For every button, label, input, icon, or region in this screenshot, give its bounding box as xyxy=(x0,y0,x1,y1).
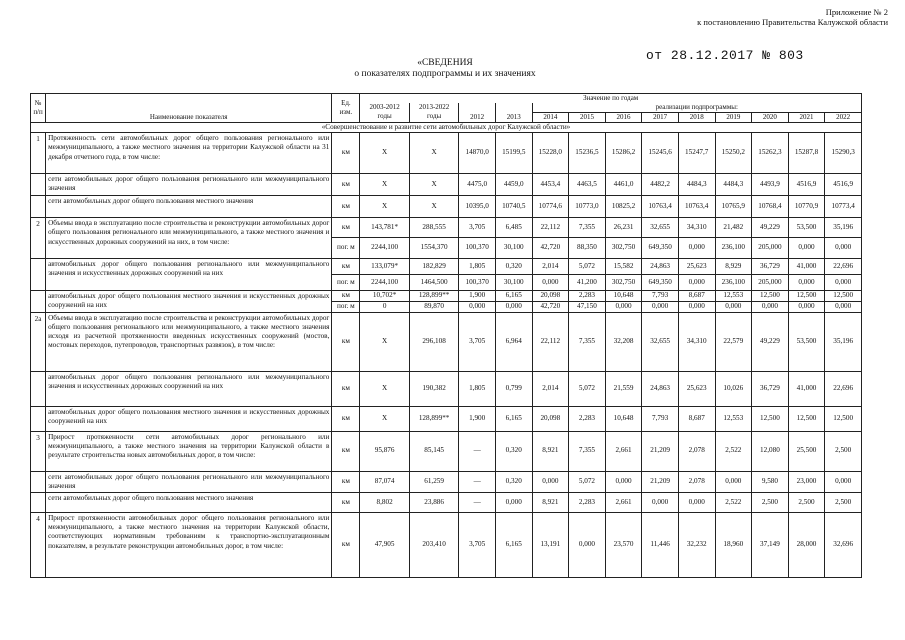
value-cell: 8,687 xyxy=(678,291,715,302)
value-cell: 36,729 xyxy=(752,259,789,275)
value-cell: — xyxy=(459,431,496,471)
table-row xyxy=(31,512,862,577)
value-cell: 0,000 xyxy=(459,301,496,312)
value-cell: 0,000 xyxy=(642,492,679,512)
value-cell: 302,750 xyxy=(605,238,642,259)
value-cell: 2,500 xyxy=(825,492,862,512)
value-cell: 0,000 xyxy=(715,471,752,492)
value-cell: 36,729 xyxy=(752,371,789,406)
value-cell: 6,964 xyxy=(495,312,532,371)
row-number xyxy=(31,371,46,406)
value-cell: 41,000 xyxy=(788,371,825,406)
value-cell: 0,000 xyxy=(825,301,862,312)
table-row xyxy=(31,259,862,275)
value-cell: 12,500 xyxy=(825,291,862,302)
value-cell: 6,165 xyxy=(495,406,532,431)
value-cell: 1,900 xyxy=(459,406,496,431)
value-cell: 236,100 xyxy=(715,238,752,259)
value-cell: 7,793 xyxy=(642,406,679,431)
header-year-2012: 2012 xyxy=(459,103,496,122)
row-number xyxy=(31,291,46,312)
indicator-name: Прирост протяженности автомобильных дорог общего пользования регионального или межмуниципального, а также местного значения на территории Калужской области, соответствующих нормативным требованиям к транспортно-эксплуатационным показателям, в результате реконструкции автомобильных дорог, в том числе: xyxy=(46,512,332,577)
value-cell: 41,200 xyxy=(569,275,606,291)
value-cell: 25,500 xyxy=(788,431,825,471)
value-cell: 12,500 xyxy=(788,291,825,302)
row-number xyxy=(31,471,46,492)
value-cell: 5,072 xyxy=(569,471,606,492)
value-cell: 0,000 xyxy=(605,301,642,312)
value-cell: X xyxy=(360,196,410,218)
value-cell: 0,000 xyxy=(788,301,825,312)
value-cell: 22,112 xyxy=(532,218,569,238)
value-cell: 4463,5 xyxy=(569,174,606,196)
table-row xyxy=(31,291,862,302)
value-cell: 20,098 xyxy=(532,291,569,302)
value-cell: 30,100 xyxy=(495,238,532,259)
header-year-2019: 2019 xyxy=(715,112,752,122)
value-cell: 0,000 xyxy=(569,512,606,577)
value-cell: X xyxy=(360,371,410,406)
unit-cell: км xyxy=(332,471,360,492)
unit-cell: пог. м xyxy=(332,301,360,312)
value-cell: 15,582 xyxy=(605,259,642,275)
value-cell: 35,196 xyxy=(825,218,862,238)
indicator-name: автомобильных дорог общего пользования регионального или межмуниципального значения и искусственных дорожных сооружений на них xyxy=(46,259,332,291)
value-cell: 236,100 xyxy=(715,275,752,291)
value-cell: 0,000 xyxy=(715,301,752,312)
value-cell: 12,553 xyxy=(715,406,752,431)
unit-cell: км xyxy=(332,312,360,371)
value-cell: 12,500 xyxy=(752,406,789,431)
value-cell: 100,370 xyxy=(459,275,496,291)
value-cell: 47,150 xyxy=(569,301,606,312)
indicator-name: автомобильных дорог общего пользования местного значения и искусственных дорожных сооружений на них xyxy=(46,406,332,431)
appendix-block xyxy=(697,7,888,27)
unit-cell: км xyxy=(332,218,360,238)
row-number xyxy=(31,406,46,431)
value-cell: 89,870 xyxy=(409,301,459,312)
value-cell: 5,072 xyxy=(569,371,606,406)
value-cell: 49,229 xyxy=(752,218,789,238)
order-date-number: от 28.12.2017 № 803 xyxy=(646,48,804,63)
value-cell: 21,209 xyxy=(642,431,679,471)
header-impl: реализации подпрограммы: xyxy=(532,103,861,112)
unit-cell: пог. м xyxy=(332,238,360,259)
header-year-2021: 2021 xyxy=(788,112,825,122)
value-cell: 32,655 xyxy=(642,218,679,238)
value-cell: 8,921 xyxy=(532,492,569,512)
value-cell: 10825,2 xyxy=(605,196,642,218)
value-cell: 12,080 xyxy=(752,431,789,471)
value-cell: 2,078 xyxy=(678,471,715,492)
value-cell: 2,500 xyxy=(752,492,789,512)
value-cell: 88,350 xyxy=(569,238,606,259)
value-cell: 24,863 xyxy=(642,259,679,275)
header-period-1: 2003-2012 годы xyxy=(360,103,410,122)
value-cell: 5,072 xyxy=(569,259,606,275)
value-cell: 4453,4 xyxy=(532,174,569,196)
row-number xyxy=(31,196,46,218)
row-number: 4 xyxy=(31,512,46,577)
unit-cell: км xyxy=(332,291,360,302)
table-row xyxy=(31,218,862,238)
value-cell: 8,802 xyxy=(360,492,410,512)
value-cell: 10765,9 xyxy=(715,196,752,218)
value-cell: 4475,0 xyxy=(459,174,496,196)
value-cell: 15250,2 xyxy=(715,133,752,174)
unit-cell: км xyxy=(332,406,360,431)
value-cell: 53,500 xyxy=(788,218,825,238)
value-cell: 25,623 xyxy=(678,259,715,275)
value-cell: 20,098 xyxy=(532,406,569,431)
value-cell: 10768,4 xyxy=(752,196,789,218)
value-cell: X xyxy=(360,312,410,371)
value-cell: 15287,8 xyxy=(788,133,825,174)
value-cell: 61,259 xyxy=(409,471,459,492)
value-cell: 2,078 xyxy=(678,431,715,471)
indicator-name: автомобильных дорог общего пользования регионального или межмуниципального значения и искусственных дорожных сооружений на них xyxy=(46,371,332,406)
table-row xyxy=(31,174,862,196)
row-number: 2а xyxy=(31,312,46,371)
value-cell: X xyxy=(360,406,410,431)
value-cell: 13,191 xyxy=(532,512,569,577)
value-cell: 6,485 xyxy=(495,218,532,238)
value-cell: — xyxy=(459,471,496,492)
value-cell: 0,000 xyxy=(678,275,715,291)
value-cell: 0,000 xyxy=(495,492,532,512)
unit-cell: пог. м xyxy=(332,275,360,291)
value-cell: 1,805 xyxy=(459,371,496,406)
value-cell: 4493,9 xyxy=(752,174,789,196)
value-cell: 95,876 xyxy=(360,431,410,471)
value-cell: — xyxy=(459,492,496,512)
value-cell: 18,960 xyxy=(715,512,752,577)
value-cell: 21,209 xyxy=(642,471,679,492)
value-cell: 1554,370 xyxy=(409,238,459,259)
value-cell: 15236,5 xyxy=(569,133,606,174)
value-cell: 37,149 xyxy=(752,512,789,577)
value-cell: 0,000 xyxy=(532,471,569,492)
header-year-2016: 2016 xyxy=(605,112,642,122)
indicator-name: сети автомобильных дорог общего пользования регионального или межмуниципального значения xyxy=(46,174,332,196)
value-cell: 288,555 xyxy=(409,218,459,238)
unit-cell: км xyxy=(332,196,360,218)
value-cell: 6,165 xyxy=(495,512,532,577)
value-cell: 4484,3 xyxy=(715,174,752,196)
unit-cell: км xyxy=(332,259,360,275)
indicator-name: сети автомобильных дорог общего пользования местного значения xyxy=(46,196,332,218)
value-cell: 4459,0 xyxy=(495,174,532,196)
value-cell: 49,229 xyxy=(752,312,789,371)
value-cell: 2,500 xyxy=(825,431,862,471)
value-cell: 15199,5 xyxy=(495,133,532,174)
value-cell: 2,522 xyxy=(715,492,752,512)
value-cell: 21,482 xyxy=(715,218,752,238)
unit-cell: км xyxy=(332,371,360,406)
value-cell: 2,661 xyxy=(605,492,642,512)
value-cell: 205,000 xyxy=(752,238,789,259)
value-cell: 302,750 xyxy=(605,275,642,291)
value-cell: 10774,6 xyxy=(532,196,569,218)
value-cell: 23,886 xyxy=(409,492,459,512)
header-year-2018: 2018 xyxy=(678,112,715,122)
value-cell: 205,000 xyxy=(752,275,789,291)
value-cell: 128,899** xyxy=(409,291,459,302)
value-cell: 32,655 xyxy=(642,312,679,371)
value-cell: 32,696 xyxy=(825,512,862,577)
value-cell: 7,355 xyxy=(569,218,606,238)
value-cell: 0,000 xyxy=(788,238,825,259)
value-cell: 47,905 xyxy=(360,512,410,577)
value-cell: 0,320 xyxy=(495,471,532,492)
value-cell: 0,000 xyxy=(825,275,862,291)
value-cell: 15245,6 xyxy=(642,133,679,174)
value-cell: 2,661 xyxy=(605,431,642,471)
value-cell: 0,000 xyxy=(678,301,715,312)
value-cell: 12,500 xyxy=(788,406,825,431)
indicator-name: сети автомобильных дорог общего пользования местного значения xyxy=(46,492,332,512)
value-cell: 7,793 xyxy=(642,291,679,302)
value-cell: 7,355 xyxy=(569,431,606,471)
value-cell: 4461,0 xyxy=(605,174,642,196)
value-cell: 0,000 xyxy=(605,471,642,492)
value-cell: 26,231 xyxy=(605,218,642,238)
value-cell: 10395,0 xyxy=(459,196,496,218)
unit-cell: км xyxy=(332,492,360,512)
value-cell: 12,553 xyxy=(715,291,752,302)
row-number: 2 xyxy=(31,218,46,259)
value-cell: 10740,5 xyxy=(495,196,532,218)
value-cell: 0 xyxy=(360,301,410,312)
header-period-2: 2013-2022 годы xyxy=(409,103,459,122)
value-cell: 296,108 xyxy=(409,312,459,371)
table-row xyxy=(31,371,862,406)
value-cell: 12,500 xyxy=(825,406,862,431)
value-cell: 4516,9 xyxy=(788,174,825,196)
value-cell: 10,648 xyxy=(605,291,642,302)
value-cell: 23,000 xyxy=(788,471,825,492)
value-cell: 11,446 xyxy=(642,512,679,577)
unit-cell: км xyxy=(332,133,360,174)
value-cell: 10763,4 xyxy=(678,196,715,218)
value-cell: 22,696 xyxy=(825,259,862,275)
title-line-2: о показателях подпрограммы и их значениях xyxy=(354,68,536,79)
value-cell: 0,000 xyxy=(825,471,862,492)
value-cell: 30,100 xyxy=(495,275,532,291)
indicator-name: Протяженность сети автомобильных дорог общего пользования регионального или межмуниципального, а также местного значения на территории Калужской области на 31 декабря отчетного года, в том числе: xyxy=(46,133,332,174)
value-cell: X xyxy=(409,196,459,218)
table-body xyxy=(31,94,862,578)
value-cell: 2,283 xyxy=(569,406,606,431)
value-cell: 649,350 xyxy=(642,238,679,259)
row-number: 1 xyxy=(31,133,46,174)
indicator-name: Объемы ввода в эксплуатацию после строительства и реконструкции автомобильных дорог общего пользования регионального или межмуниципального, а также местного значения исходя из расчетной протяженности введенных искусственных сооружений (мостов, мостовых переходов, путепроводов, транспортных развязок), в том числе: xyxy=(46,312,332,371)
value-cell: 2,014 xyxy=(532,371,569,406)
value-cell: 1464,500 xyxy=(409,275,459,291)
value-cell: 7,355 xyxy=(569,312,606,371)
value-cell: 34,310 xyxy=(678,218,715,238)
value-cell: 4482,2 xyxy=(642,174,679,196)
value-cell: 0,000 xyxy=(825,238,862,259)
value-cell: 0,000 xyxy=(678,238,715,259)
value-cell: 32,232 xyxy=(678,512,715,577)
value-cell: 41,000 xyxy=(788,259,825,275)
value-cell: 3,705 xyxy=(459,512,496,577)
header-values-group: Значение по годам xyxy=(360,94,862,103)
value-cell: 190,382 xyxy=(409,371,459,406)
unit-cell: км xyxy=(332,174,360,196)
table-row xyxy=(31,196,862,218)
value-cell: 10763,4 xyxy=(642,196,679,218)
value-cell: 182,829 xyxy=(409,259,459,275)
value-cell: 8,687 xyxy=(678,406,715,431)
value-cell: 87,074 xyxy=(360,471,410,492)
value-cell: 2,500 xyxy=(788,492,825,512)
value-cell: 0,000 xyxy=(678,492,715,512)
value-cell: 23,570 xyxy=(605,512,642,577)
value-cell: 128,899** xyxy=(409,406,459,431)
value-cell: 10,648 xyxy=(605,406,642,431)
value-cell: 2,014 xyxy=(532,259,569,275)
header-name: Наименование показателя xyxy=(46,94,332,123)
value-cell: 25,623 xyxy=(678,371,715,406)
header-year-2013: 2013 xyxy=(495,103,532,122)
value-cell: X xyxy=(409,174,459,196)
title-line-1: «СВЕДЕНИЯ xyxy=(417,58,473,68)
header-year-2014: 2014 xyxy=(532,112,569,122)
value-cell: X xyxy=(360,174,410,196)
value-cell: X xyxy=(360,133,410,174)
value-cell: 15228,0 xyxy=(532,133,569,174)
value-cell: 203,410 xyxy=(409,512,459,577)
value-cell: 0,320 xyxy=(495,431,532,471)
value-cell: 2,283 xyxy=(569,492,606,512)
header-year-2020: 2020 xyxy=(752,112,789,122)
value-cell: 133,079* xyxy=(360,259,410,275)
value-cell: 0,000 xyxy=(532,275,569,291)
indicator-name: Прирост протяженности сети автомобильных дорог регионального или межмуниципального, а также местного значения на территории Калужской области в результате строительства новых автомобильных дорог, в том числе: xyxy=(46,431,332,471)
header-year-2017: 2017 xyxy=(642,112,679,122)
value-cell: 53,500 xyxy=(788,312,825,371)
value-cell: 10773,4 xyxy=(825,196,862,218)
indicator-name: сети автомобильных дорог общего пользования регионального или межмуниципального значения xyxy=(46,471,332,492)
value-cell: 22,696 xyxy=(825,371,862,406)
value-cell: 1,900 xyxy=(459,291,496,302)
table-row xyxy=(31,492,862,512)
header-year-2022: 2022 xyxy=(825,112,862,122)
value-cell: 12,500 xyxy=(752,291,789,302)
row-number xyxy=(31,492,46,512)
table-row xyxy=(31,431,862,471)
table-row xyxy=(31,312,862,371)
appendix-reference: к постановлению Правительства Калужской области xyxy=(697,17,888,28)
value-cell: 0,000 xyxy=(788,275,825,291)
value-cell: 3,705 xyxy=(459,312,496,371)
value-cell: 2244,100 xyxy=(360,238,410,259)
value-cell: 22,579 xyxy=(715,312,752,371)
value-cell: 10770,9 xyxy=(788,196,825,218)
value-cell: 143,781* xyxy=(360,218,410,238)
value-cell: 649,350 xyxy=(642,275,679,291)
value-cell: 6,165 xyxy=(495,291,532,302)
value-cell: 0,000 xyxy=(495,301,532,312)
indicators-table xyxy=(30,93,862,578)
indicator-name: Объемы ввода в эксплуатацию после строительства и реконструкции автомобильных дорог общего пользования регионального или межмуниципального, а также местного значения и искусственных дорожных сооружений на них, в том числе: xyxy=(46,218,332,259)
value-cell: 4484,3 xyxy=(678,174,715,196)
value-cell: 14870,0 xyxy=(459,133,496,174)
header-unit: Ед. изм. xyxy=(332,94,360,123)
table-row xyxy=(31,406,862,431)
value-cell: 9,580 xyxy=(752,471,789,492)
value-cell: 1,805 xyxy=(459,259,496,275)
indicator-name: автомобильных дорог общего пользования местного значения и искусственных дорожных сооружений на них xyxy=(46,291,332,312)
value-cell: 42,720 xyxy=(532,238,569,259)
row-number xyxy=(31,174,46,196)
value-cell: 21,559 xyxy=(605,371,642,406)
value-cell: X xyxy=(409,133,459,174)
value-cell: 15286,2 xyxy=(605,133,642,174)
document-title xyxy=(300,58,590,80)
unit-cell: км xyxy=(332,431,360,471)
value-cell: 32,208 xyxy=(605,312,642,371)
value-cell: 3,705 xyxy=(459,218,496,238)
value-cell: 85,145 xyxy=(409,431,459,471)
value-cell: 24,863 xyxy=(642,371,679,406)
value-cell: 15290,3 xyxy=(825,133,862,174)
header-year-2015: 2015 xyxy=(569,112,606,122)
value-cell: 15262,3 xyxy=(752,133,789,174)
value-cell: 2244,100 xyxy=(360,275,410,291)
value-cell: 0,799 xyxy=(495,371,532,406)
value-cell: 4516,9 xyxy=(825,174,862,196)
value-cell: 0,320 xyxy=(495,259,532,275)
value-cell: 10,702* xyxy=(360,291,410,302)
value-cell: 2,283 xyxy=(569,291,606,302)
value-cell: 34,310 xyxy=(678,312,715,371)
appendix-number: Приложение № 2 xyxy=(825,7,888,17)
value-cell: 0,000 xyxy=(752,301,789,312)
value-cell: 35,196 xyxy=(825,312,862,371)
value-cell: 22,112 xyxy=(532,312,569,371)
value-cell: 8,929 xyxy=(715,259,752,275)
value-cell: 28,000 xyxy=(788,512,825,577)
value-cell: 42,720 xyxy=(532,301,569,312)
table-row xyxy=(31,133,862,174)
value-cell: 15247,7 xyxy=(678,133,715,174)
value-cell: 8,921 xyxy=(532,431,569,471)
row-number: 3 xyxy=(31,431,46,471)
header-num: № п/п xyxy=(31,94,46,123)
value-cell: 0,000 xyxy=(642,301,679,312)
row-number xyxy=(31,259,46,291)
value-cell: 10773,0 xyxy=(569,196,606,218)
section-title: «Совершенствование и развитие сети автомобильных дорог Калужской области» xyxy=(31,122,862,132)
table-row xyxy=(31,471,862,492)
value-cell: 10,026 xyxy=(715,371,752,406)
value-cell: 2,522 xyxy=(715,431,752,471)
value-cell: 100,370 xyxy=(459,238,496,259)
unit-cell: км xyxy=(332,512,360,577)
